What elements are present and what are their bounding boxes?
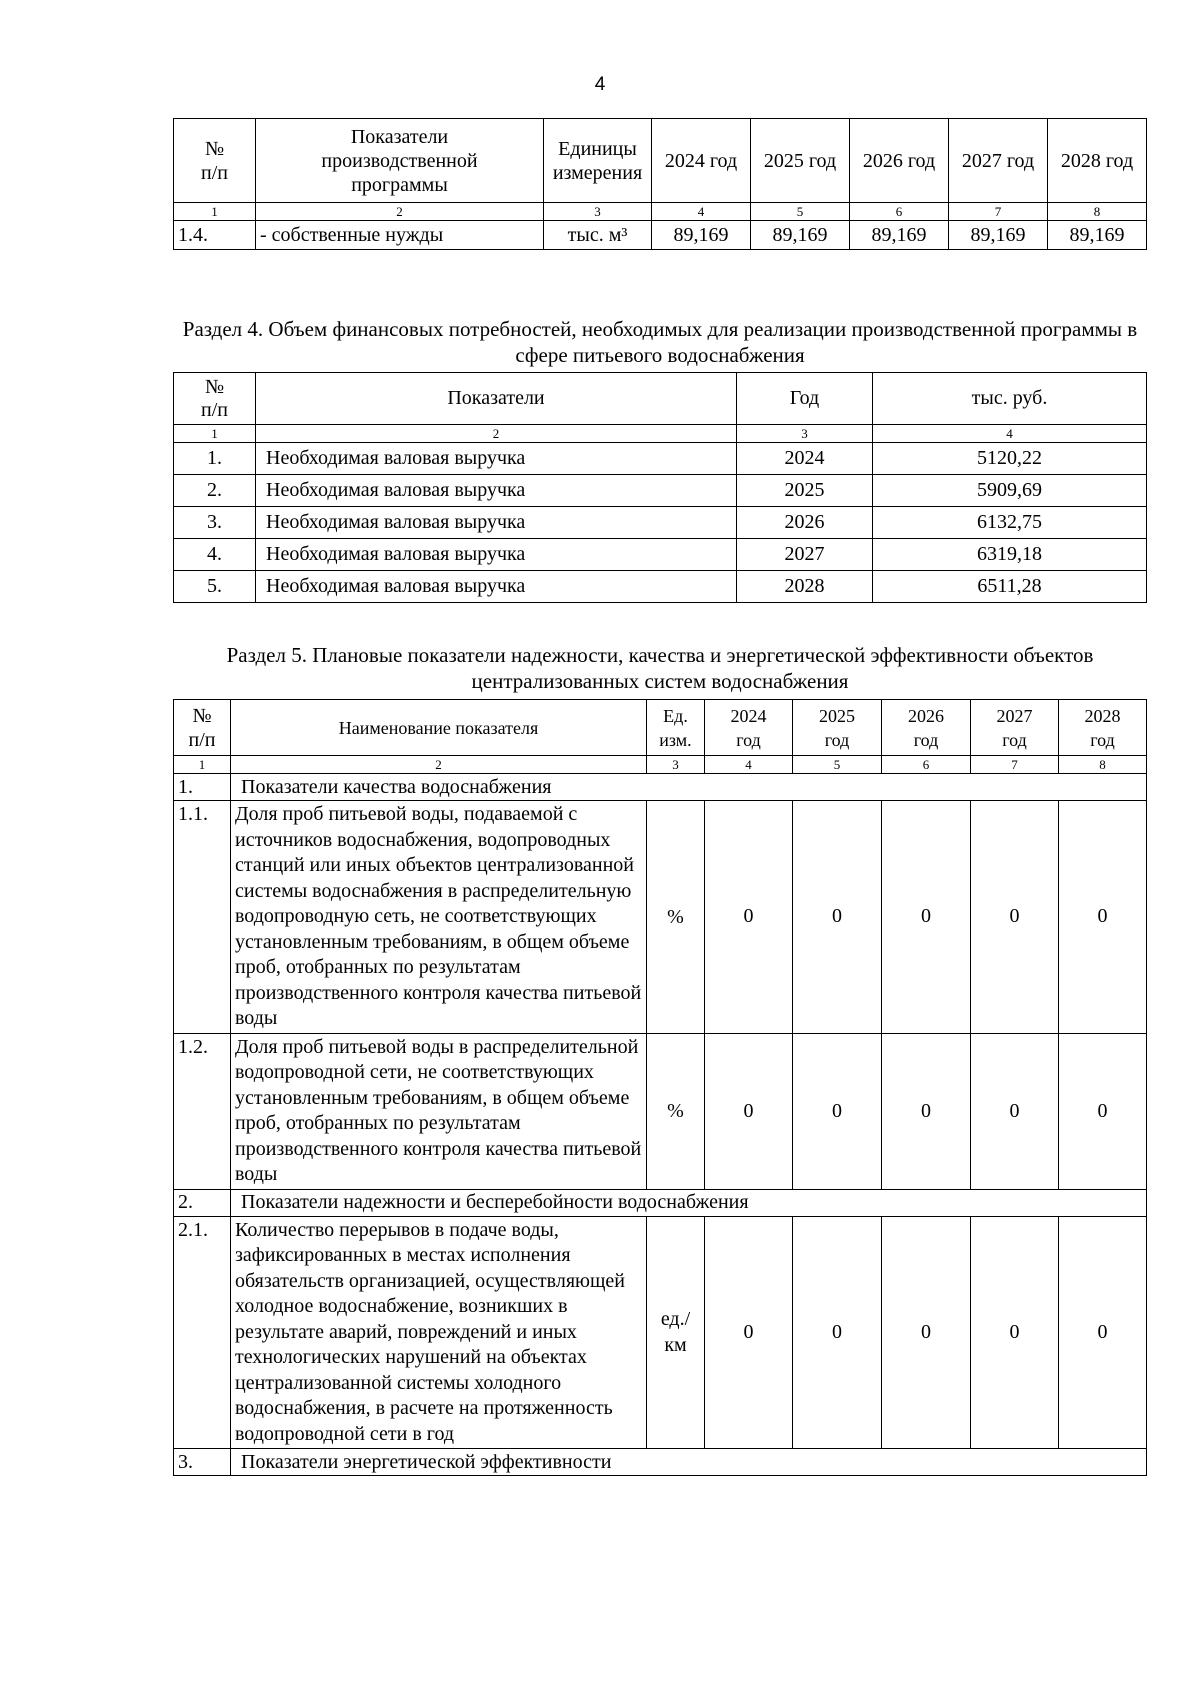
value-cell: 0 xyxy=(882,1216,971,1449)
year-cell: 2026 xyxy=(737,507,873,539)
column-number-cell: 5 xyxy=(793,756,882,774)
header-cell: 2025 год xyxy=(793,700,882,756)
indicator-name: Необходимая валовая выручка xyxy=(256,539,737,571)
row-number: 4. xyxy=(174,539,256,571)
value-cell: 89,169 xyxy=(1048,221,1147,250)
table-header-row xyxy=(174,373,1147,425)
value-cell: 0 xyxy=(882,1033,971,1189)
value-cell: 0 xyxy=(971,1033,1059,1189)
unit-cell: % xyxy=(647,1033,705,1189)
indicator-name: - собственные нужды xyxy=(256,221,544,250)
value-cell: 89,169 xyxy=(949,221,1048,250)
unit-cell: % xyxy=(647,801,705,1034)
year-cell: 2027 xyxy=(737,539,873,571)
row-number: 2. xyxy=(174,1189,231,1216)
column-number-cell: 1 xyxy=(174,756,231,774)
indicator-name: Необходимая валовая выручка xyxy=(256,507,737,539)
row-number: 1. xyxy=(174,774,231,801)
column-number-cell: 4 xyxy=(652,203,751,221)
column-number-cell: 2 xyxy=(256,425,737,443)
value-cell: 5909,69 xyxy=(873,475,1147,507)
table-row xyxy=(174,475,1147,507)
header-cell: 2028 год xyxy=(1048,119,1147,203)
column-number-cell: 8 xyxy=(1059,756,1147,774)
indicator-name: Количество перерывов в подаче воды, зафиксированных в местах исполнения обязательств организацией, осуществляющей холодное водоснабжение, возникших в результате аварий, повреждений и иных технологических нарушений на объектах централизованной системы холодного водоснабжения, в расчете на протяженность водопроводной сети в год xyxy=(231,1216,647,1449)
value-cell: 0 xyxy=(705,1216,793,1449)
header-cell: тыс. руб. xyxy=(873,373,1147,425)
header-cell: 2027 год xyxy=(971,700,1059,756)
section-5-title: Раздел 5. Плановые показатели надежности, качества и энергетической эффективности объектов централизованных систем водоснабжения xyxy=(226,643,1094,693)
table-row xyxy=(174,443,1147,475)
header-cell: Наименование показателя xyxy=(231,700,647,756)
table-row xyxy=(174,1216,1147,1449)
unit-cell: ед./ км xyxy=(647,1216,705,1449)
table-row xyxy=(174,801,1147,1034)
row-number: 2.1. xyxy=(174,1216,231,1449)
header-cell: Показатели производственной программы xyxy=(256,119,544,203)
value-cell: 0 xyxy=(1059,1216,1147,1449)
table-row xyxy=(174,571,1147,603)
row-number: 2. xyxy=(174,475,256,507)
value-cell: 5120,22 xyxy=(873,443,1147,475)
header-cell: 2024 год xyxy=(652,119,751,203)
header-cell: Год xyxy=(737,373,873,425)
column-number-cell: 3 xyxy=(737,425,873,443)
section-row xyxy=(174,774,1147,801)
column-number-cell: 1 xyxy=(174,425,256,443)
indicator-name: Необходимая валовая выручка xyxy=(256,443,737,475)
column-number-cell: 7 xyxy=(949,203,1048,221)
table-row xyxy=(174,1033,1147,1189)
table-header-row xyxy=(174,119,1147,203)
row-number: 1.4. xyxy=(174,221,256,250)
column-number-cell: 2 xyxy=(231,756,647,774)
indicator-name: Необходимая валовая выручка xyxy=(256,571,737,603)
header-cell: 2024 год xyxy=(705,700,793,756)
value-cell: 0 xyxy=(1059,801,1147,1034)
section-4-title: Раздел 4. Объем финансовых потребностей, необходимых для реализации производственной программы в сфере питьевого водоснабжения xyxy=(182,317,1138,367)
row-number: 1.1. xyxy=(174,801,231,1034)
column-number-cell: 4 xyxy=(873,425,1147,443)
header-cell: 2028 год xyxy=(1059,700,1147,756)
header-cell: 2027 год xyxy=(949,119,1048,203)
column-number-cell: 2 xyxy=(256,203,544,221)
column-number-cell: 1 xyxy=(174,203,256,221)
column-number-cell: 6 xyxy=(882,756,971,774)
indicator-name: Доля проб питьевой воды в распределительной водопроводной сети, не соответствующих установленным требованиям, в общем объеме проб, отобранных по результатам производственного контроля качества питьевой воды xyxy=(231,1033,647,1189)
header-cell: № п/п xyxy=(174,373,256,425)
production-program-table xyxy=(173,118,1147,250)
column-number-cell: 5 xyxy=(751,203,850,221)
value-cell: 0 xyxy=(793,801,882,1034)
column-number-cell: 8 xyxy=(1048,203,1147,221)
header-cell: 2025 год xyxy=(751,119,850,203)
value-cell: 89,169 xyxy=(850,221,949,250)
section-row xyxy=(174,1189,1147,1216)
section-row xyxy=(174,1449,1147,1476)
column-number-cell: 3 xyxy=(647,756,705,774)
column-number-row xyxy=(174,203,1147,221)
table-row xyxy=(174,221,1147,250)
header-cell: Ед. изм. xyxy=(647,700,705,756)
column-number-cell: 7 xyxy=(971,756,1059,774)
header-cell: 2026 год xyxy=(850,119,949,203)
year-cell: 2025 xyxy=(737,475,873,507)
financial-needs-table xyxy=(173,372,1147,603)
value-cell: 0 xyxy=(705,801,793,1034)
value-cell: 0 xyxy=(793,1033,882,1189)
value-cell: 89,169 xyxy=(751,221,850,250)
row-number: 3. xyxy=(174,1449,231,1476)
header-cell: № п/п xyxy=(174,700,231,756)
value-cell: 0 xyxy=(793,1216,882,1449)
page-number: 4 xyxy=(594,74,606,95)
year-cell: 2024 xyxy=(737,443,873,475)
value-cell: 0 xyxy=(705,1033,793,1189)
section-name: Показатели энергетической эффективности xyxy=(231,1449,1147,1476)
value-cell: 6132,75 xyxy=(873,507,1147,539)
column-number-row xyxy=(174,756,1147,774)
section-name: Показатели надежности и бесперебойности водоснабжения xyxy=(231,1189,1147,1216)
column-number-cell: 6 xyxy=(850,203,949,221)
header-cell: Единицы измерения xyxy=(544,119,652,203)
reliability-indicators-table xyxy=(173,699,1147,1476)
year-cell: 2028 xyxy=(737,571,873,603)
column-number-cell: 4 xyxy=(705,756,793,774)
row-number: 3. xyxy=(174,507,256,539)
header-cell: 2026 год xyxy=(882,700,971,756)
value-cell: 0 xyxy=(1059,1033,1147,1189)
table-row xyxy=(174,507,1147,539)
value-cell: 6319,18 xyxy=(873,539,1147,571)
column-number-cell: 3 xyxy=(544,203,652,221)
section-name: Показатели качества водоснабжения xyxy=(231,774,1147,801)
value-cell: 0 xyxy=(971,1216,1059,1449)
indicator-name: Необходимая валовая выручка xyxy=(256,475,737,507)
column-number-row xyxy=(174,425,1147,443)
value-cell: 89,169 xyxy=(652,221,751,250)
value-cell: 0 xyxy=(882,801,971,1034)
header-cell: Показатели xyxy=(256,373,737,425)
table-header-row xyxy=(174,700,1147,756)
value-cell: 0 xyxy=(971,801,1059,1034)
indicator-name: Доля проб питьевой воды, подаваемой с источников водоснабжения, водопроводных станций или иных объектов централизованной системы водоснабжения в распределительную водопроводную сеть, не соответствующих установленным требованиям, в общем объеме проб, отобранных по результатам производственного контроля качества питьевой воды xyxy=(231,801,647,1034)
header-cell: № п/п xyxy=(174,119,256,203)
row-number: 5. xyxy=(174,571,256,603)
value-cell: 6511,28 xyxy=(873,571,1147,603)
row-number: 1. xyxy=(174,443,256,475)
table-row xyxy=(174,539,1147,571)
unit-cell: тыс. м³ xyxy=(544,221,652,250)
row-number: 1.2. xyxy=(174,1033,231,1189)
